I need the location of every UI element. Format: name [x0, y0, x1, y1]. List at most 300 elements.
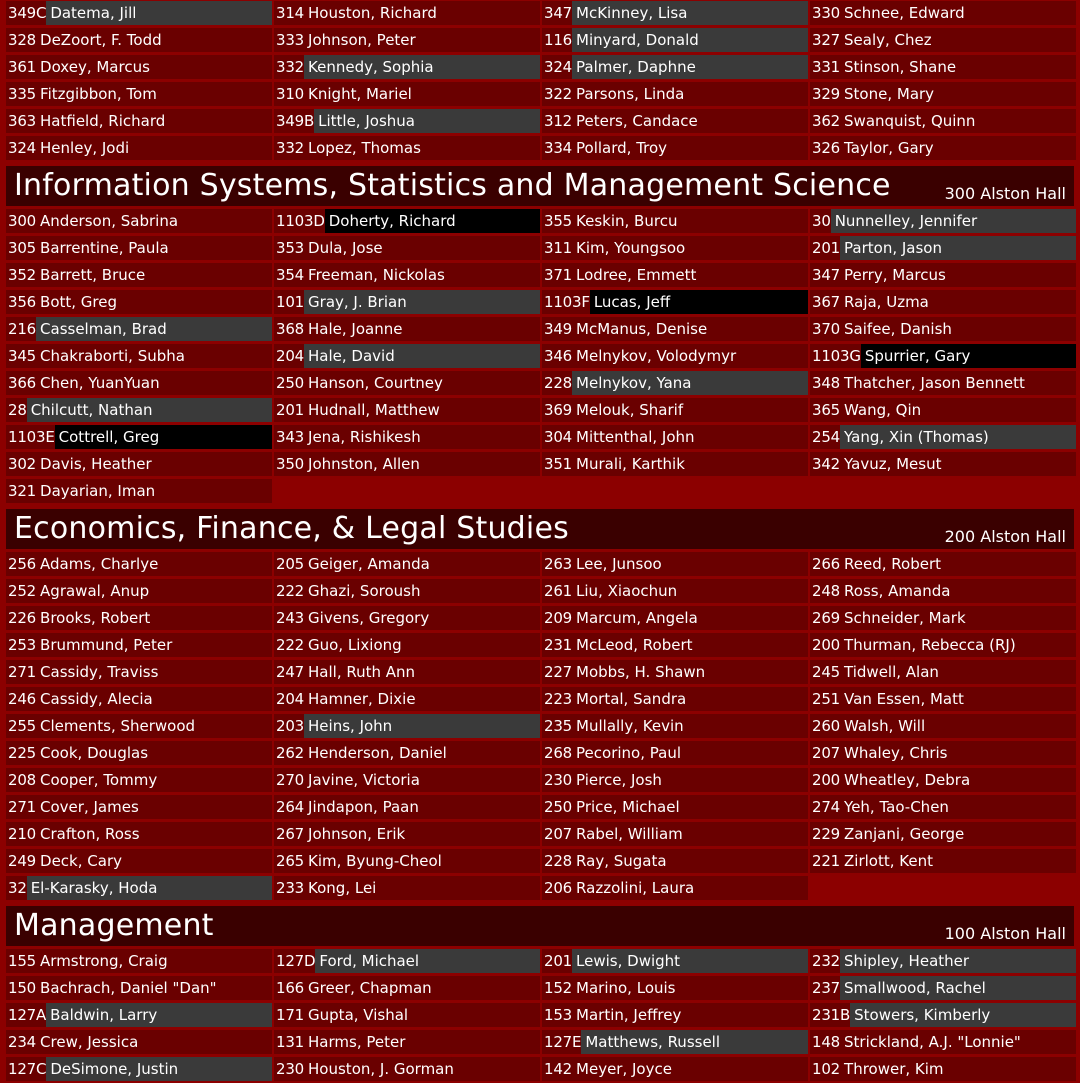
person-name: Greer, Chapman — [304, 976, 540, 1000]
directory-entry[interactable] — [810, 82, 1076, 106]
empty-cell — [274, 478, 540, 505]
person-name: McKinney, Lisa — [572, 1, 808, 25]
directory-entry[interactable] — [274, 1030, 540, 1054]
room-number: 350 — [274, 452, 304, 476]
person-name: Murali, Karthik — [572, 452, 808, 476]
room-number: 206 — [542, 876, 572, 900]
person-name: Yavuz, Mesut — [840, 452, 1076, 476]
person-name: Walsh, Will — [840, 714, 1076, 738]
directory-entry[interactable] — [6, 1030, 272, 1054]
directory-entry[interactable] — [6, 55, 272, 79]
room-number: 247 — [274, 660, 304, 684]
room-number: 166 — [274, 976, 304, 1000]
room-number: 237 — [810, 976, 840, 1000]
directory-entry[interactable] — [810, 633, 1076, 657]
directory-entry[interactable] — [274, 109, 540, 133]
person-name: Ghazi, Soroush — [304, 579, 540, 603]
room-number: 332 — [274, 55, 304, 79]
directory-entry[interactable] — [542, 82, 808, 106]
directory-entry[interactable] — [6, 479, 272, 503]
room-number: 300 — [6, 209, 36, 233]
directory-entry[interactable] — [6, 136, 272, 160]
directory-entry[interactable] — [542, 28, 808, 52]
directory-entry[interactable] — [6, 687, 272, 711]
directory-entry[interactable] — [274, 714, 540, 738]
directory-entry[interactable] — [6, 109, 272, 133]
room-number: 347 — [542, 1, 572, 25]
directory-entry[interactable] — [810, 425, 1076, 449]
person-name: Baldwin, Larry — [46, 1003, 272, 1027]
directory-entry[interactable] — [810, 290, 1076, 314]
directory-entry[interactable] — [542, 741, 808, 765]
directory-entry[interactable] — [6, 741, 272, 765]
person-name: Melnykov, Yana — [572, 371, 808, 395]
room-number: 221 — [810, 849, 840, 873]
person-name: Taylor, Gary — [840, 136, 1076, 160]
person-name: Thatcher, Jason Bennett — [840, 371, 1076, 395]
person-name: Melnykov, Volodymyr — [572, 344, 808, 368]
directory-entry[interactable] — [274, 1003, 540, 1027]
directory-entry[interactable] — [542, 236, 808, 260]
directory-entry[interactable] — [274, 849, 540, 873]
room-number: 311 — [542, 236, 572, 260]
person-name: Dayarian, Iman — [36, 479, 272, 503]
room-number: 260 — [810, 714, 840, 738]
room-number: 353 — [274, 236, 304, 260]
directory-entry[interactable] — [542, 136, 808, 160]
room-number: 200 — [810, 633, 840, 657]
room-number: 267 — [274, 822, 304, 846]
person-name: Johnson, Peter — [304, 28, 540, 52]
directory-entry[interactable] — [6, 209, 272, 233]
room-number: 131 — [274, 1030, 304, 1054]
directory-entry[interactable] — [810, 606, 1076, 630]
room-number: 231 — [542, 633, 572, 657]
directory-entry[interactable] — [810, 849, 1076, 873]
directory-entry[interactable] — [274, 687, 540, 711]
person-name: Bachrach, Daniel "Dan" — [36, 976, 272, 1000]
directory-entry[interactable] — [6, 949, 272, 973]
room-number: 223 — [542, 687, 572, 711]
room-number: 148 — [810, 1030, 840, 1054]
directory-entry[interactable] — [810, 109, 1076, 133]
department-title: Information Systems, Statistics and Management Science — [14, 168, 891, 203]
directory-entry[interactable] — [542, 876, 808, 900]
directory-entry[interactable] — [274, 82, 540, 106]
directory-entry[interactable] — [542, 290, 808, 314]
directory-entry[interactable] — [542, 606, 808, 630]
person-name: Henley, Jodi — [36, 136, 272, 160]
directory-entry[interactable] — [274, 344, 540, 368]
room-number: 1103F — [542, 290, 590, 314]
room-number: 155 — [6, 949, 36, 973]
directory-entry[interactable] — [542, 452, 808, 476]
room-number: 266 — [810, 552, 840, 576]
directory-entry[interactable] — [542, 109, 808, 133]
room-number: 352 — [6, 263, 36, 287]
directory-entry[interactable] — [274, 552, 540, 576]
directory-entry[interactable] — [542, 425, 808, 449]
directory-entry[interactable] — [274, 371, 540, 395]
directory-entry[interactable] — [542, 660, 808, 684]
directory-entry[interactable] — [810, 741, 1076, 765]
directory-entry[interactable] — [274, 795, 540, 819]
room-number: 345 — [6, 344, 36, 368]
room-number: 261 — [542, 579, 572, 603]
directory-entry[interactable] — [542, 795, 808, 819]
room-number: 207 — [810, 741, 840, 765]
directory-entry[interactable] — [6, 606, 272, 630]
directory-entry[interactable] — [6, 795, 272, 819]
directory-entry[interactable] — [274, 136, 540, 160]
person-name: Lodree, Emmett — [572, 263, 808, 287]
directory-entry[interactable] — [542, 822, 808, 846]
directory-entry[interactable] — [810, 236, 1076, 260]
person-name: Yang, Xin (Thomas) — [840, 425, 1076, 449]
directory-entry[interactable] — [542, 949, 808, 973]
room-number: 269 — [810, 606, 840, 630]
person-name: Hale, David — [304, 344, 540, 368]
person-name: Casselman, Brad — [36, 317, 272, 341]
person-name: Datema, Jill — [46, 1, 272, 25]
person-name: Cassidy, Alecia — [36, 687, 272, 711]
room-number: 28 — [6, 398, 27, 422]
person-name: Van Essen, Matt — [840, 687, 1076, 711]
person-name: DeSimone, Justin — [46, 1057, 272, 1081]
person-name: Houston, J. Gorman — [304, 1057, 540, 1081]
person-name: Crafton, Ross — [36, 822, 272, 846]
room-number: 204 — [274, 687, 304, 711]
room-number: 349B — [274, 109, 314, 133]
room-number: 270 — [274, 768, 304, 792]
room-number: 254 — [810, 425, 840, 449]
directory-entry[interactable] — [810, 136, 1076, 160]
person-name: Ray, Sugata — [572, 849, 808, 873]
directory-entry[interactable] — [810, 344, 1076, 368]
person-name: Hudnall, Matthew — [304, 398, 540, 422]
directory-entry[interactable] — [274, 209, 540, 233]
directory-entry[interactable] — [810, 768, 1076, 792]
directory-entry[interactable] — [274, 317, 540, 341]
room-number: 310 — [274, 82, 304, 106]
directory-entry[interactable] — [810, 317, 1076, 341]
person-name: Davis, Heather — [36, 452, 272, 476]
person-name: Peters, Candace — [572, 109, 808, 133]
person-name: Ross, Amanda — [840, 579, 1076, 603]
directory-entry[interactable] — [542, 1057, 808, 1081]
room-number: 228 — [542, 371, 572, 395]
room-number: 362 — [810, 109, 840, 133]
room-number: 322 — [542, 82, 572, 106]
room-number: 234 — [6, 1030, 36, 1054]
directory-entry[interactable] — [6, 1003, 272, 1027]
directory-entry[interactable] — [6, 552, 272, 576]
directory-entry[interactable] — [6, 1057, 272, 1081]
room-number: 312 — [542, 109, 572, 133]
directory-entry[interactable] — [6, 371, 272, 395]
directory-entry[interactable] — [542, 714, 808, 738]
person-name: Nunnelley, Jennifer — [831, 209, 1076, 233]
person-name: Smallwood, Rachel — [840, 976, 1076, 1000]
directory-entry[interactable] — [810, 687, 1076, 711]
room-number: 225 — [6, 741, 36, 765]
person-name: Henderson, Daniel — [304, 741, 540, 765]
directory-entry[interactable] — [810, 398, 1076, 422]
directory-entry[interactable] — [810, 28, 1076, 52]
directory-entry[interactable] — [542, 1, 808, 25]
room-number: 355 — [542, 209, 572, 233]
directory-entry[interactable] — [274, 741, 540, 765]
directory-entry[interactable] — [274, 452, 540, 476]
room-number: 348 — [810, 371, 840, 395]
person-name: Knight, Mariel — [304, 82, 540, 106]
room-number: 253 — [6, 633, 36, 657]
directory-entry[interactable] — [542, 55, 808, 79]
room-number: 150 — [6, 976, 36, 1000]
directory-entry[interactable] — [274, 1, 540, 25]
directory-entry[interactable] — [542, 209, 808, 233]
person-name: Jena, Rishikesh — [304, 425, 540, 449]
directory-entry[interactable] — [6, 1, 272, 25]
directory-entry[interactable] — [542, 1030, 808, 1054]
room-number: 368 — [274, 317, 304, 341]
room-number: 326 — [810, 136, 840, 160]
room-number: 363 — [6, 109, 36, 133]
directory-entry[interactable] — [6, 452, 272, 476]
person-name: Keskin, Burcu — [572, 209, 808, 233]
room-number: 233 — [274, 876, 304, 900]
directory-entry[interactable] — [6, 768, 272, 792]
directory-entry[interactable] — [274, 425, 540, 449]
room-number: 1103E — [6, 425, 55, 449]
directory-entry[interactable] — [542, 1003, 808, 1027]
directory-entry[interactable] — [274, 976, 540, 1000]
person-name: McLeod, Robert — [572, 633, 808, 657]
directory-entry[interactable] — [810, 579, 1076, 603]
room-number: 249 — [6, 849, 36, 873]
directory-entry[interactable] — [542, 849, 808, 873]
person-name: Mortal, Sandra — [572, 687, 808, 711]
directory-entry[interactable] — [6, 425, 272, 449]
person-name: Lopez, Thomas — [304, 136, 540, 160]
room-number: 230 — [274, 1057, 304, 1081]
directory-entry[interactable] — [6, 317, 272, 341]
department-title: Management — [14, 908, 214, 943]
directory-entry[interactable] — [6, 82, 272, 106]
room-number: 222 — [274, 579, 304, 603]
directory-entry[interactable] — [274, 822, 540, 846]
person-name: Fitzgibbon, Tom — [36, 82, 272, 106]
directory-entry[interactable] — [6, 633, 272, 657]
room-number: 246 — [6, 687, 36, 711]
room-number: 342 — [810, 452, 840, 476]
directory-entry[interactable] — [274, 263, 540, 287]
directory-entry[interactable] — [542, 263, 808, 287]
room-number: 250 — [542, 795, 572, 819]
room-number: 369 — [542, 398, 572, 422]
room-number: 335 — [6, 82, 36, 106]
room-number: 314 — [274, 1, 304, 25]
room-number: 226 — [6, 606, 36, 630]
directory-entry[interactable] — [810, 209, 1076, 233]
room-number: 231B — [810, 1003, 850, 1027]
directory-entry[interactable] — [810, 263, 1076, 287]
room-number: 333 — [274, 28, 304, 52]
person-name: Swanquist, Quinn — [840, 109, 1076, 133]
room-number: 209 — [542, 606, 572, 630]
directory-entry[interactable] — [274, 606, 540, 630]
person-name: Wheatley, Debra — [840, 768, 1076, 792]
person-name: Freeman, Nickolas — [304, 263, 540, 287]
person-name: Minyard, Donald — [572, 28, 808, 52]
person-name: Anderson, Sabrina — [36, 209, 272, 233]
person-name: Pecorino, Paul — [572, 741, 808, 765]
room-number: 153 — [542, 1003, 572, 1027]
person-name: Cover, James — [36, 795, 272, 819]
person-name: El-Karasky, Hoda — [27, 876, 272, 900]
directory-entry[interactable] — [6, 579, 272, 603]
directory-entry[interactable] — [6, 344, 272, 368]
room-number: 207 — [542, 822, 572, 846]
room-number: 347 — [810, 263, 840, 287]
directory-entry[interactable] — [810, 822, 1076, 846]
room-number: 351 — [542, 452, 572, 476]
person-name: Tidwell, Alan — [840, 660, 1076, 684]
person-name: Lee, Junsoo — [572, 552, 808, 576]
directory-entry[interactable] — [6, 263, 272, 287]
directory-entry[interactable] — [542, 344, 808, 368]
room-number: 271 — [6, 795, 36, 819]
directory-entry[interactable] — [274, 398, 540, 422]
directory-entry[interactable] — [6, 290, 272, 314]
directory-entry[interactable] — [274, 1057, 540, 1081]
directory-entry[interactable] — [6, 236, 272, 260]
directory-entry[interactable] — [274, 768, 540, 792]
person-name: Little, Joshua — [314, 109, 540, 133]
directory-entry[interactable] — [810, 976, 1076, 1000]
empty-cell — [542, 478, 808, 505]
directory-entry[interactable] — [6, 714, 272, 738]
directory-entry[interactable] — [274, 949, 540, 973]
person-name: McManus, Denise — [572, 317, 808, 341]
directory-entry[interactable] — [810, 714, 1076, 738]
room-number: 245 — [810, 660, 840, 684]
person-name: Deck, Cary — [36, 849, 272, 873]
room-number: 127E — [542, 1030, 581, 1054]
room-number: 321 — [6, 479, 36, 503]
person-name: Yeh, Tao-Chen — [840, 795, 1076, 819]
room-number: 116 — [542, 28, 572, 52]
directory-entry[interactable] — [274, 876, 540, 900]
directory-entry[interactable] — [274, 290, 540, 314]
person-name: Zanjani, George — [840, 822, 1076, 846]
person-name: Strickland, A.J. "Lonnie" — [840, 1030, 1076, 1054]
room-number: 204 — [274, 344, 304, 368]
person-name: Stinson, Shane — [840, 55, 1076, 79]
person-name: Cook, Douglas — [36, 741, 272, 765]
directory-entry[interactable] — [542, 976, 808, 1000]
room-number: 222 — [274, 633, 304, 657]
person-name: Stowers, Kimberly — [850, 1003, 1076, 1027]
directory-entry[interactable] — [542, 552, 808, 576]
room-number: 243 — [274, 606, 304, 630]
room-number: 248 — [810, 579, 840, 603]
directory-entry[interactable] — [810, 660, 1076, 684]
directory-entry[interactable] — [274, 55, 540, 79]
directory-entry[interactable] — [542, 768, 808, 792]
directory-entry[interactable] — [810, 795, 1076, 819]
person-name: Marino, Louis — [572, 976, 808, 1000]
person-name: Gupta, Vishal — [304, 1003, 540, 1027]
room-number: 302 — [6, 452, 36, 476]
directory-grid — [4, 208, 1076, 505]
room-number: 324 — [6, 136, 36, 160]
directory-entry[interactable] — [6, 976, 272, 1000]
directory-grid — [4, 551, 1076, 902]
person-name: Doherty, Richard — [325, 209, 540, 233]
department-location: 200 Alston Hall — [944, 527, 1066, 546]
person-name: Jindapon, Paan — [304, 795, 540, 819]
room-number: 332 — [274, 136, 304, 160]
room-number: 265 — [274, 849, 304, 873]
room-number: 127A — [6, 1003, 46, 1027]
directory-entry[interactable] — [810, 949, 1076, 973]
directory-entry[interactable] — [542, 371, 808, 395]
directory-entry[interactable] — [6, 660, 272, 684]
department-header — [6, 166, 1074, 206]
person-name: Whaley, Chris — [840, 741, 1076, 765]
directory-entry[interactable] — [274, 660, 540, 684]
room-number: 366 — [6, 371, 36, 395]
directory-entry[interactable] — [6, 849, 272, 873]
directory-entry[interactable] — [542, 633, 808, 657]
directory-entry[interactable] — [542, 398, 808, 422]
directory-entry[interactable] — [810, 1003, 1076, 1027]
directory-grid — [4, 0, 1076, 162]
directory-entry[interactable] — [810, 55, 1076, 79]
directory-entry[interactable] — [542, 317, 808, 341]
directory-entry[interactable] — [810, 1057, 1076, 1081]
person-name: Doxey, Marcus — [36, 55, 272, 79]
directory-entry[interactable] — [810, 452, 1076, 476]
directory-entry[interactable] — [274, 236, 540, 260]
directory-entry[interactable] — [542, 687, 808, 711]
directory-entry[interactable] — [810, 1, 1076, 25]
department-title: Economics, Finance, & Legal Studies — [14, 511, 569, 546]
directory-entry[interactable] — [6, 28, 272, 52]
room-number: 343 — [274, 425, 304, 449]
directory-entry[interactable] — [542, 579, 808, 603]
person-name: Wang, Qin — [840, 398, 1076, 422]
directory-entry[interactable] — [6, 876, 272, 900]
person-name: Adams, Charlye — [36, 552, 272, 576]
room-number: 327 — [810, 28, 840, 52]
person-name: Matthews, Russell — [581, 1030, 808, 1054]
person-name: Martin, Jeffrey — [572, 1003, 808, 1027]
directory-entry[interactable] — [6, 398, 272, 422]
room-number: 361 — [6, 55, 36, 79]
room-number: 371 — [542, 263, 572, 287]
directory-entry[interactable] — [810, 371, 1076, 395]
directory-entry[interactable] — [6, 822, 272, 846]
directory-entry[interactable] — [810, 1030, 1076, 1054]
directory-entry[interactable] — [274, 28, 540, 52]
person-name: Palmer, Daphne — [572, 55, 808, 79]
department-header — [6, 509, 1074, 549]
directory-entry[interactable] — [274, 633, 540, 657]
directory-entry[interactable] — [810, 552, 1076, 576]
directory-entry[interactable] — [274, 579, 540, 603]
